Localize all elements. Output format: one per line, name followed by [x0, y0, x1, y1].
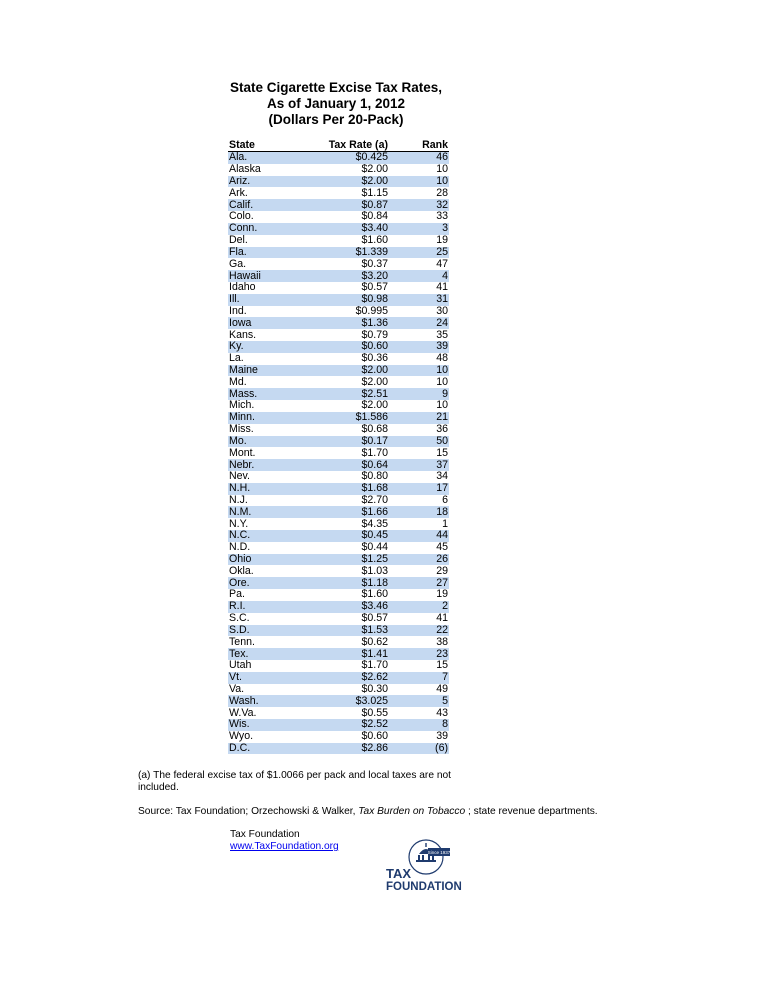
cell-state: Hawaii	[228, 270, 302, 282]
cell-state: Alaska	[229, 163, 261, 176]
table-row	[228, 459, 449, 471]
cell-tax-rate: $0.57	[361, 612, 388, 625]
cell-state: Wash.	[228, 695, 302, 707]
cell-rank: 26	[389, 554, 449, 566]
cell-state: Mont.	[229, 446, 256, 459]
table-row	[228, 152, 449, 164]
cell-tax-rate: $3.20	[302, 270, 389, 282]
logo-word-foundation: FOUNDATION	[386, 881, 462, 892]
table-row	[228, 176, 449, 188]
cell-state: Minn.	[228, 412, 302, 424]
cell-tax-rate: $0.36	[361, 352, 388, 365]
cell-state: Ill.	[228, 294, 302, 306]
cell-state: Colo.	[229, 210, 254, 223]
table-row	[228, 211, 449, 223]
table-row	[228, 530, 449, 542]
cell-rank: 37	[389, 459, 449, 471]
cell-rank: 2	[389, 601, 449, 613]
table-row	[228, 565, 449, 577]
cell-tax-rate: $0.45	[302, 530, 389, 542]
header-state: State	[228, 139, 302, 152]
cell-state: Mo.	[228, 436, 302, 448]
cell-tax-rate: $1.03	[361, 564, 388, 577]
cell-tax-rate: $2.00	[361, 399, 388, 412]
table-row	[228, 684, 449, 696]
cell-state: La.	[229, 352, 244, 365]
cell-state: Nebr.	[228, 459, 302, 471]
cell-rank: 10	[389, 365, 449, 377]
table-row	[228, 353, 449, 365]
cell-rank: 31	[389, 294, 449, 306]
cell-rank: 39	[436, 730, 448, 743]
cell-tax-rate: $0.30	[361, 682, 388, 695]
cell-state: Tex.	[228, 648, 302, 660]
cell-state: D.C.	[228, 743, 302, 755]
table-row	[228, 495, 449, 507]
cell-state: N.M.	[228, 506, 302, 518]
table-row	[228, 518, 449, 530]
table-row	[228, 601, 449, 613]
table-body	[228, 152, 449, 755]
table-row	[228, 306, 449, 318]
cell-rank: 25	[389, 247, 449, 259]
table-row	[228, 317, 449, 329]
cell-state: Ala.	[228, 152, 302, 164]
cell-tax-rate: $1.60	[361, 234, 388, 247]
cell-state: Maine	[228, 365, 302, 377]
cell-state: Pa.	[229, 588, 245, 601]
table-row	[228, 247, 449, 259]
cell-rank: 33	[436, 210, 448, 223]
cell-rank: 50	[389, 436, 449, 448]
cell-rank: 23	[389, 648, 449, 660]
cell-rank: 22	[389, 625, 449, 637]
cell-state: R.I.	[228, 601, 302, 613]
cell-rank: 10	[389, 176, 449, 188]
cell-rank: 6	[442, 493, 448, 506]
cell-rank: 43	[436, 706, 448, 719]
table-row	[228, 412, 449, 424]
cell-tax-rate: $1.70	[361, 446, 388, 459]
tax-foundation-logo-graphic	[384, 838, 468, 892]
cell-tax-rate: $1.36	[302, 317, 389, 329]
cell-tax-rate: $1.25	[302, 554, 389, 566]
cell-tax-rate: $1.68	[302, 483, 389, 495]
cell-state: Ore.	[228, 577, 302, 589]
cell-tax-rate: $0.62	[361, 635, 388, 648]
cell-rank: 36	[436, 423, 448, 436]
cell-rank: 34	[436, 470, 448, 483]
footnote: (a) The federal excise tax of $1.0066 per pack and local taxes are not included.	[138, 770, 451, 793]
cell-tax-rate: $0.425	[302, 152, 389, 164]
cell-tax-rate: $3.46	[302, 601, 389, 613]
cell-state: N.D.	[229, 541, 251, 554]
cell-rank: 19	[436, 588, 448, 601]
cell-state: N.C.	[228, 530, 302, 542]
cell-tax-rate: $0.84	[361, 210, 388, 223]
cell-rank: 39	[389, 341, 449, 353]
cell-state: W.Va.	[229, 706, 257, 719]
cell-state: Fla.	[228, 247, 302, 259]
cell-state: Tenn.	[229, 635, 255, 648]
cell-rank: 48	[436, 352, 448, 365]
cell-tax-rate: $0.995	[355, 304, 388, 317]
cell-state: Utah	[229, 659, 252, 672]
table-row	[228, 672, 449, 684]
cell-state: Ga.	[229, 257, 247, 270]
cell-state: Iowa	[228, 317, 302, 329]
table-row	[228, 554, 449, 566]
cell-rank: 46	[389, 152, 449, 164]
table-row	[228, 223, 449, 235]
cell-rank: 5	[389, 695, 449, 707]
cell-tax-rate: $0.64	[302, 459, 389, 471]
cell-state: Wyo.	[229, 730, 254, 743]
header-rank: Rank	[389, 139, 449, 152]
cell-tax-rate: $1.586	[302, 412, 389, 424]
cell-tax-rate: $1.66	[302, 506, 389, 518]
table-row	[228, 636, 449, 648]
cell-state: Miss.	[229, 423, 254, 436]
cell-rank: 32	[389, 199, 449, 211]
cell-state: Mass.	[228, 388, 302, 400]
title-line-1: State Cigarette Excise Tax Rates,	[229, 80, 443, 95]
source-italic-title: Tax Burden on Tobacco	[358, 806, 466, 817]
cell-tax-rate: $2.00	[361, 163, 388, 176]
cell-tax-rate: $2.62	[302, 672, 389, 684]
cell-rank: 29	[436, 564, 448, 577]
cell-rank: 47	[436, 257, 448, 270]
cell-tax-rate: $2.00	[302, 365, 389, 377]
cell-state: Mich.	[229, 399, 255, 412]
cell-state: N.H.	[228, 483, 302, 495]
table-row	[228, 731, 449, 743]
table-row	[228, 660, 449, 672]
cell-rank: 28	[436, 186, 448, 199]
cell-tax-rate: $1.339	[302, 247, 389, 259]
cell-state: Ohio	[228, 554, 302, 566]
cell-tax-rate: $2.00	[302, 176, 389, 188]
cell-state: Md.	[229, 375, 247, 388]
cell-tax-rate: $1.53	[302, 625, 389, 637]
cell-tax-rate: $0.80	[361, 470, 388, 483]
cell-state: Vt.	[228, 672, 302, 684]
cell-tax-rate: $3.025	[302, 695, 389, 707]
title-line-3: (Dollars Per 20-Pack)	[268, 112, 404, 127]
cell-tax-rate: $4.35	[361, 517, 388, 530]
table-row	[228, 542, 449, 554]
cell-state: S.D.	[228, 625, 302, 637]
cell-tax-rate: $2.70	[361, 493, 388, 506]
cell-tax-rate: $1.41	[302, 648, 389, 660]
table-row	[228, 365, 449, 377]
cell-rank: 9	[389, 388, 449, 400]
cell-tax-rate: $0.55	[361, 706, 388, 719]
cell-tax-rate: $0.79	[361, 328, 388, 341]
cell-tax-rate: $0.44	[361, 541, 388, 554]
cell-rank: 17	[389, 483, 449, 495]
cell-rank: 24	[389, 317, 449, 329]
table-row	[228, 376, 449, 388]
cell-tax-rate: $2.51	[302, 388, 389, 400]
cell-tax-rate: $2.00	[361, 375, 388, 388]
table-row	[228, 294, 449, 306]
table-row	[228, 625, 449, 637]
table-row	[228, 258, 449, 270]
logo-word-tax: TAX	[386, 866, 412, 881]
table-row	[228, 589, 449, 601]
cell-rank: 8	[389, 719, 449, 731]
cell-rank: 27	[389, 577, 449, 589]
cell-tax-rate: $2.86	[302, 743, 389, 755]
cell-tax-rate: $1.15	[361, 186, 388, 199]
table-row	[228, 471, 449, 483]
cell-state: Ky.	[228, 341, 302, 353]
organization-link[interactable]: www.TaxFoundation.org	[230, 841, 339, 852]
table-row	[228, 613, 449, 625]
cell-rank: 15	[436, 446, 448, 459]
cell-state: N.Y.	[229, 517, 249, 530]
tax-foundation-logo	[384, 838, 468, 892]
table-row	[228, 424, 449, 436]
cell-tax-rate: $0.87	[302, 199, 389, 211]
tax-rate-table	[228, 139, 449, 754]
cell-rank: 15	[436, 659, 448, 672]
cell-state: Ark.	[229, 186, 248, 199]
cell-tax-rate: $0.60	[302, 341, 389, 353]
organization-name: Tax Foundation	[230, 829, 300, 840]
organization-block	[230, 829, 339, 853]
table-row	[228, 577, 449, 589]
table-row	[228, 447, 449, 459]
table-row	[228, 743, 449, 755]
cell-state: Nev.	[229, 470, 250, 483]
cell-tax-rate: $1.70	[361, 659, 388, 672]
table-row	[228, 388, 449, 400]
cell-state: N.J.	[229, 493, 248, 506]
cell-rank: 49	[436, 682, 448, 695]
cell-tax-rate: $0.57	[361, 281, 388, 294]
table-row	[228, 719, 449, 731]
cell-rank: 18	[389, 506, 449, 518]
cell-rank: 4	[389, 270, 449, 282]
cell-state: Conn.	[228, 223, 302, 235]
table-row	[228, 270, 449, 282]
table-row	[228, 436, 449, 448]
cell-tax-rate: $3.40	[302, 223, 389, 235]
cell-state: Kans.	[229, 328, 257, 341]
cell-rank: 41	[436, 612, 448, 625]
table-header-row	[228, 139, 449, 152]
table-row	[228, 707, 449, 719]
table-row	[228, 199, 449, 211]
document-title	[0, 80, 672, 128]
cell-tax-rate: $0.68	[361, 423, 388, 436]
table-row	[228, 506, 449, 518]
header-tax-rate: Tax Rate (a)	[302, 139, 389, 152]
cell-state: Ariz.	[228, 176, 302, 188]
cell-tax-rate: $2.52	[302, 719, 389, 731]
table-row	[228, 329, 449, 341]
cell-state: Calif.	[228, 199, 302, 211]
cell-rank: 30	[436, 304, 448, 317]
cell-tax-rate: $1.60	[361, 588, 388, 601]
cell-rank: 19	[436, 234, 448, 247]
cell-tax-rate: $1.18	[302, 577, 389, 589]
cell-state: Wis.	[228, 719, 302, 731]
cell-rank: 44	[389, 530, 449, 542]
cell-tax-rate: $0.37	[361, 257, 388, 270]
table-row	[228, 648, 449, 660]
cell-rank: 41	[436, 281, 448, 294]
cell-rank: 10	[436, 399, 448, 412]
cell-state: Del.	[229, 234, 248, 247]
cell-rank: 1	[442, 517, 448, 530]
cell-rank: 10	[436, 163, 448, 176]
cell-tax-rate: $0.17	[302, 436, 389, 448]
table-row	[228, 164, 449, 176]
cell-state: Okla.	[229, 564, 254, 577]
cell-tax-rate: $0.60	[361, 730, 388, 743]
cell-rank: 7	[389, 672, 449, 684]
cell-state: S.C.	[229, 612, 250, 625]
source-line	[138, 806, 598, 818]
logo-badge-text: Since 1937	[427, 850, 451, 855]
table-row	[228, 400, 449, 412]
source-suffix: ; state revenue departments.	[465, 806, 598, 817]
table-row	[228, 187, 449, 199]
cell-state: Va.	[229, 682, 245, 695]
table-row	[228, 695, 449, 707]
table-row	[228, 483, 449, 495]
table-row	[228, 282, 449, 294]
cell-rank: (6)	[389, 743, 449, 755]
cell-state: Idaho	[229, 281, 256, 294]
cell-rank: 3	[389, 223, 449, 235]
cell-rank: 35	[436, 328, 448, 341]
cell-rank: 21	[389, 412, 449, 424]
table-row	[228, 235, 449, 247]
capitol-spire-icon	[425, 843, 426, 847]
cell-rank: 45	[436, 541, 448, 554]
title-line-2: As of January 1, 2012	[266, 96, 406, 111]
cell-tax-rate: $0.98	[302, 294, 389, 306]
cell-rank: 38	[436, 635, 448, 648]
source-prefix: Source: Tax Foundation; Orzechowski & Walker,	[138, 806, 359, 817]
table-row	[228, 341, 449, 353]
cell-state: Ind.	[229, 304, 247, 317]
cell-rank: 10	[436, 375, 448, 388]
